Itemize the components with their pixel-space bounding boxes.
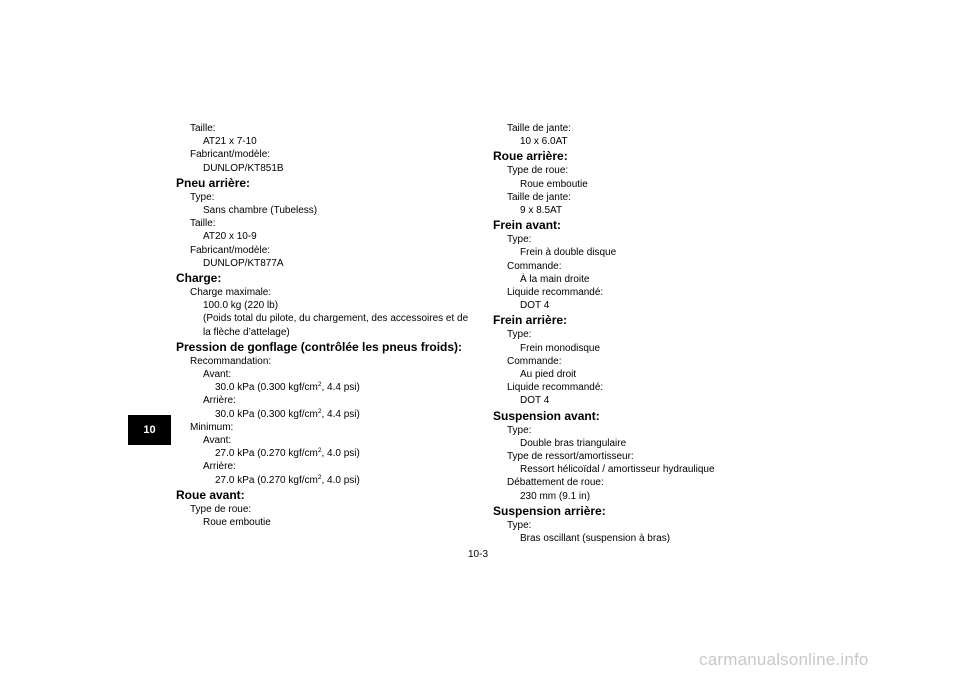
spec-sublabel: Avant: — [203, 369, 232, 381]
section-heading-frein-arriere: Frein arrière: — [493, 313, 568, 328]
section-heading-roue-arriere: Roue arrière: — [493, 149, 568, 164]
right-column — [493, 122, 783, 545]
spec-value: Sans chambre (Tubeless) — [203, 205, 318, 217]
spec-value — [176, 381, 471, 394]
spec-label: Type de roue: — [190, 503, 252, 515]
spec-value: DOT 4 — [520, 300, 550, 312]
section-heading-suspension-avant: Suspension avant: — [493, 408, 600, 423]
spec-value: DOT 4 — [520, 395, 550, 407]
section-heading-frein-avant: Frein avant: — [493, 218, 562, 233]
pressure-text: 27.0 kPa (0.270 kgf/cm — [215, 448, 318, 460]
spec-label: Taille: — [190, 218, 216, 230]
spec-value: DUNLOP/KT851B — [203, 162, 284, 174]
spec-label: Commande: — [507, 260, 562, 272]
spec-label: Type: — [507, 234, 532, 246]
spec-value — [176, 474, 471, 487]
section-heading-charge: Charge: — [176, 271, 222, 286]
spec-label: Commande: — [507, 355, 562, 367]
spec-label: Charge maximale: — [190, 287, 272, 299]
spec-sublabel: Arrière: — [203, 461, 236, 473]
spec-sublabel: Avant: — [203, 435, 232, 447]
pressure-text: , 4.0 psi) — [321, 448, 360, 460]
spec-label: Liquide recommandé: — [507, 287, 604, 299]
spec-label: Fabricant/modèle: — [190, 244, 271, 256]
spec-label: Type de roue: — [507, 165, 569, 177]
spec-value: À la main droite — [520, 273, 590, 285]
spec-value: Au pied droit — [520, 369, 577, 381]
pressure-text: , 4.4 psi) — [321, 382, 360, 394]
spec-label: Type: — [190, 191, 215, 203]
spec-label: Fabricant/modèle: — [190, 149, 271, 161]
spec-label: Minimum: — [190, 421, 234, 433]
spec-label: Liquide recommandé: — [507, 382, 604, 394]
spec-value — [176, 408, 471, 421]
spec-value: 100.0 kg (220 lb) — [203, 300, 279, 312]
spec-label: Type: — [507, 424, 532, 436]
section-heading-suspension-arriere: Suspension arrière: — [493, 503, 606, 518]
spec-value: Roue emboutie — [203, 517, 271, 529]
chapter-tab: 10 — [128, 415, 171, 445]
left-column — [176, 122, 471, 529]
page-number: 10-3 — [468, 549, 489, 560]
spec-label: Recommandation: — [190, 355, 272, 367]
pressure-text: , 4.4 psi) — [321, 408, 360, 420]
spec-label: Taille de jante: — [507, 191, 571, 203]
spec-label: Taille de jante: — [507, 123, 571, 134]
spec-value: 230 mm (9.1 in) — [520, 490, 591, 502]
spec-label: Type: — [507, 329, 532, 341]
pressure-text: , 4.0 psi) — [321, 474, 360, 486]
pressure-text: 30.0 kPa (0.300 kgf/cm — [215, 408, 318, 420]
superscript: 2 — [317, 381, 322, 389]
spec-value: 10 x 6.0AT — [520, 136, 568, 148]
pressure-text: 27.0 kPa (0.270 kgf/cm — [215, 474, 318, 486]
superscript: 2 — [317, 407, 322, 415]
watermark: carmanualsonline.info — [699, 650, 869, 669]
section-heading-roue-avant: Roue avant: — [176, 487, 245, 502]
spec-value: AT20 x 10-9 — [203, 231, 257, 243]
spec-sublabel: Arrière: — [203, 395, 236, 407]
spec-note: (Poids total du pilote, du chargement, des accessoires et de la flèche d’attelage) — [203, 313, 469, 338]
spec-label: Taille: — [190, 123, 216, 134]
spec-value: AT21 x 7-10 — [203, 136, 257, 148]
spec-value: Double bras triangulaire — [520, 437, 627, 449]
spec-value: Frein monodisque — [520, 342, 601, 354]
spec-value: Ressort hélicoïdal / amortisseur hydraulique — [520, 464, 715, 476]
spec-label: Débattement de roue: — [507, 477, 604, 489]
spec-value: 9 x 8.5AT — [520, 205, 563, 217]
superscript: 2 — [317, 447, 322, 455]
spec-value: Frein à double disque — [520, 247, 617, 259]
spec-value: Roue emboutie — [520, 178, 588, 190]
spec-value — [176, 447, 471, 460]
spec-value: DUNLOP/KT877A — [203, 257, 284, 269]
section-heading-pneu-arriere: Pneu arrière: — [176, 175, 251, 190]
spec-label: Type de ressort/amortisseur: — [507, 451, 634, 463]
pressure-text: 30.0 kPa (0.300 kgf/cm — [215, 382, 318, 394]
spec-value: Bras oscillant (suspension à bras) — [520, 533, 671, 545]
section-heading-pression: Pression de gonflage (contrôlée les pneus froids): — [176, 339, 463, 354]
superscript: 2 — [317, 473, 322, 481]
spec-label: Type: — [507, 519, 532, 531]
